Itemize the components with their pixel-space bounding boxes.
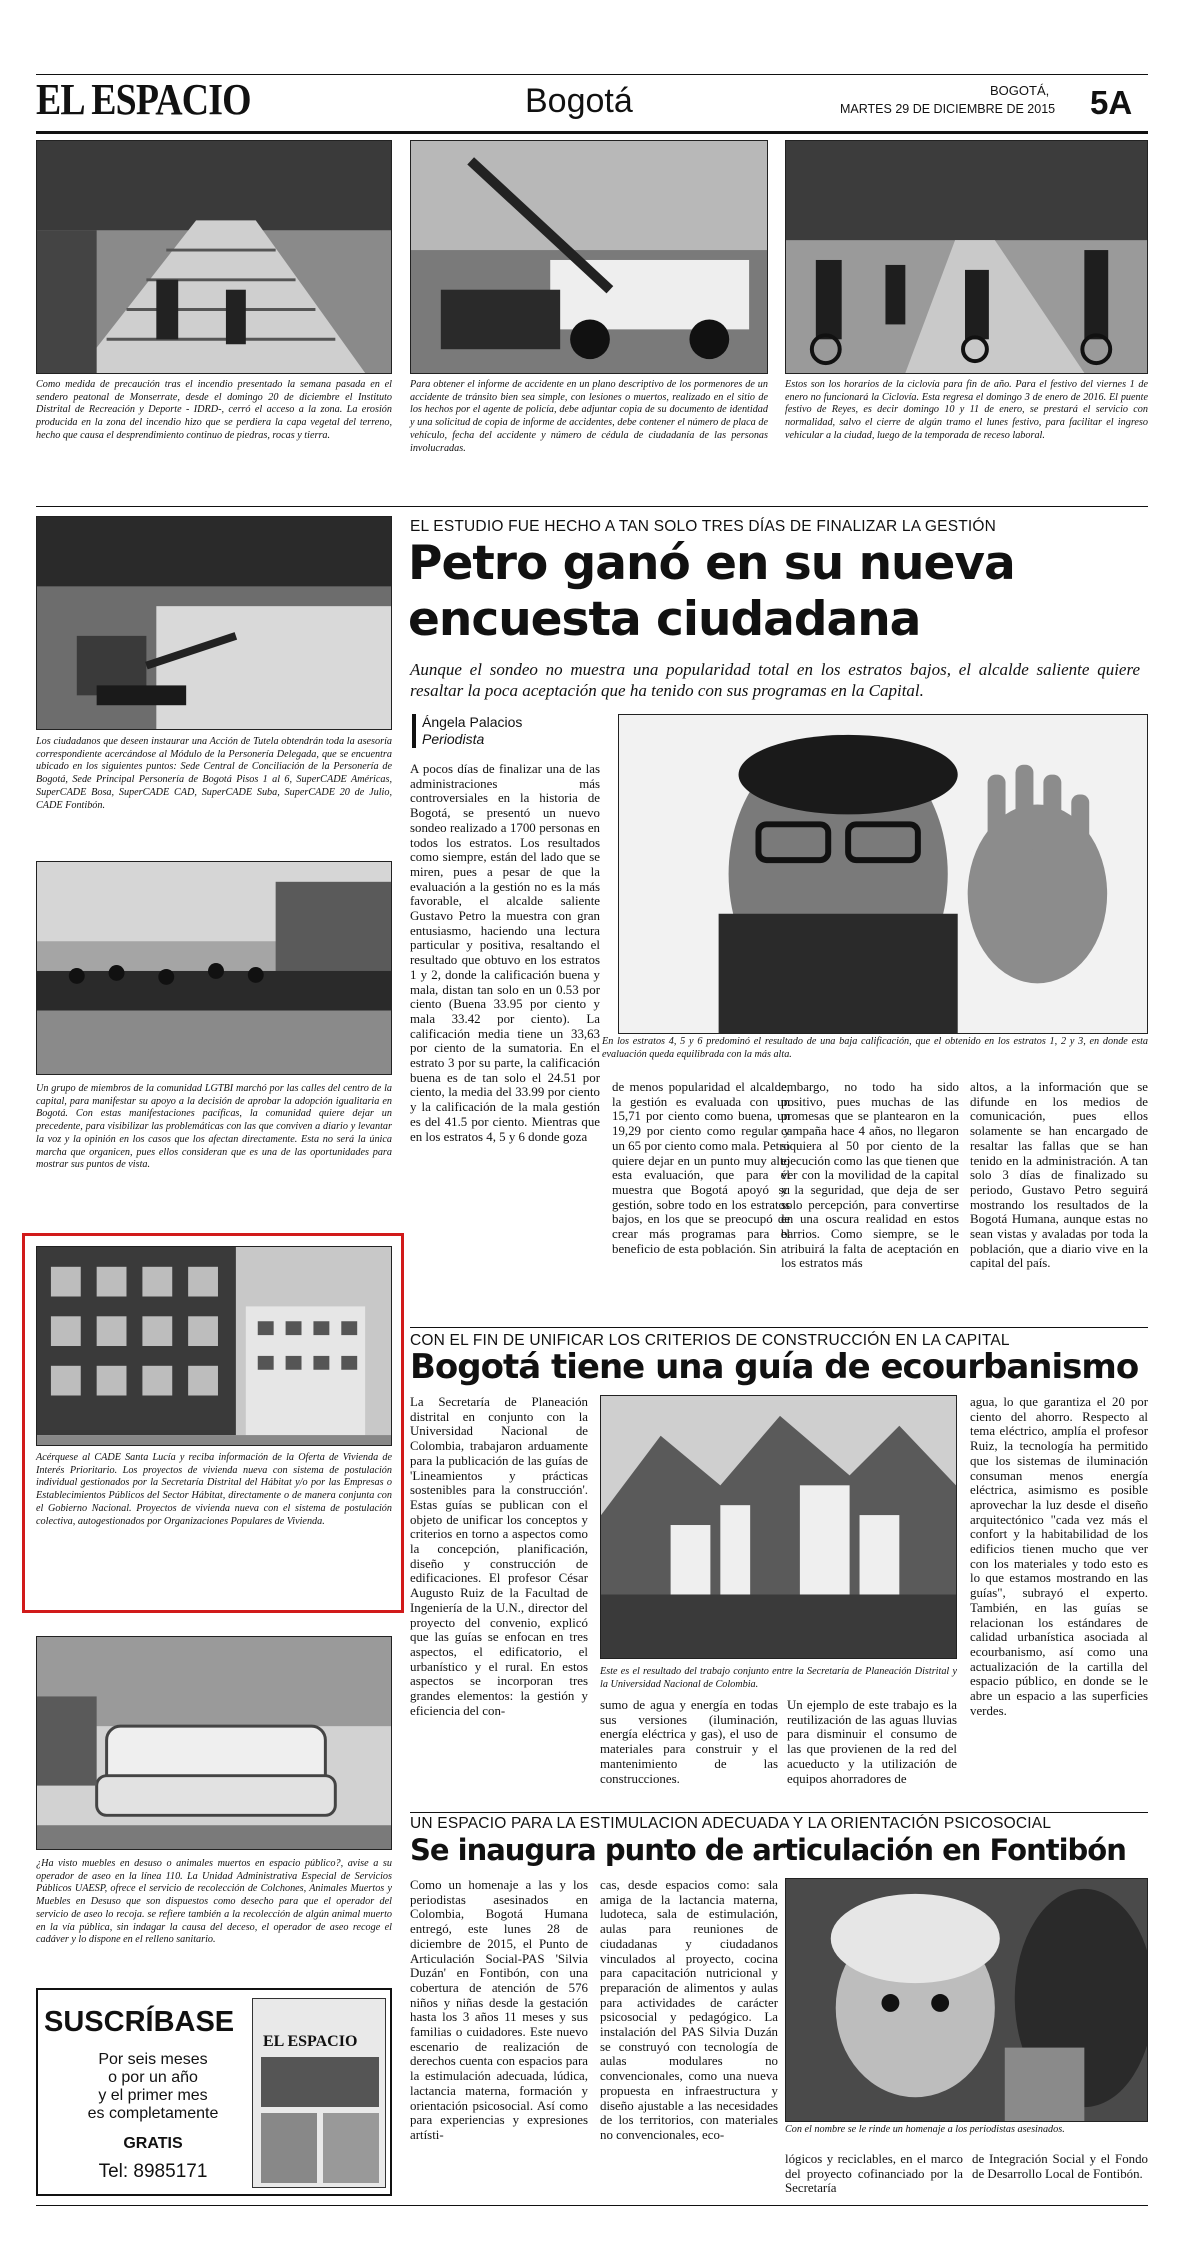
article1-byline [412, 714, 612, 748]
article3-col3: lógicos y reciclables, en el marco del proyecto cofinanciado por la Secretaría [785, 2152, 963, 2196]
article1-col2: de menos popularidad el alcalde, la gestión es evaluada con un 15,71 por ciento como buena, un 19,29 por ciento como regular y un 65 por ciento como mala. Petro quiere dejar en un punto muy alto esta evaluación, que para él muestra que Bogotá apoyó su gestión, sobre todo en los estratos bajos, en los que se preocupó de crear más programas para el beneficio de esta población. Sin [612, 1080, 790, 1256]
caption-vivienda: Acérquese al CADE Santa Lucía y reciba información de la Oferta de Vivienda de Interés Prioritario. Los proyectos de vivienda nueva con sistema de postulación individual gestionados por la Secretaría Distrital del Hábitat y/o por las Empresas o Establecimientos Públicos del Sector Hábitat, directamente o de manera conjunta con el Gobierno Nacional. Proyectos de vivienda nueva con el sistema de postulación colectiva, autogestionados por Organizaciones Populares de Vivienda. [36, 1452, 392, 1527]
article1-headline-line1: Petro ganó en su nueva [408, 536, 1015, 591]
photo-bogota-skyline [600, 1395, 957, 1659]
article3-kicker: UN ESPACIO PARA LA ESTIMULACION ADECUADA Y LA ORIENTACIÓN PSICOSOCIAL [410, 1815, 1052, 1832]
article3-col1: Como un homenaje a las y los periodistas asesinados en Colombia, Bogotá Humana entregó, este lunes 28 de diciembre de 2015, el Punto de Articulación Social-PAS 'Silvia Duzán' en Fontibón, con una cobertura de atención de 576 niños y niñas desde la gestación hasta los 3 años 11 meses y sus familias o cuidadores. Este nuevo escenario de realización de derechos cuenta con espacios para la estimulación adecuada, lúdica, lactancia materna, formación y orientación psicosocial. Así como para experiencias y expresiones artísti- [410, 1878, 588, 2142]
ad-mini-logo: EL ESPACIO [263, 2033, 358, 2050]
photo-monserrate-trail [36, 140, 392, 374]
ad-phone: Tel: 8985171 [98, 2161, 208, 2182]
caption-ciclovia: Estos son los horarios de la ciclovía para fin de año. Para el festivo del viernes 1 de enero no funcionará la Ciclovía. Esta regresa el domingo 3 de enero de 2016. El puente festivo de Reyes, es decir domingo 10 y 11 de enero, se prestará el servicio con normalidad, salvo el cierre de algún tramo el lunes festivo, para facilitar el ingreso vehicular a la ciudad, luego de la temporada de receso laboral. [785, 379, 1148, 441]
ad-newspaper-thumbnail [252, 1998, 386, 2188]
masthead-city: BOGOTÁ, [990, 83, 1050, 98]
ad-line-1: Por seis meses [98, 2051, 208, 2068]
article3-col2: cas, desde espacios como: sala amiga de la lactancia materna, ludoteca, sala de estimulación, aulas para reuniones de ciudadanas y ciudadanos vinculados al proyecto, cocina para capacitación nutricional y preparación de alimentos y aulas para actividades de carácter psicosocial y pedagógico. La instalación del PAS Silvia Duzán se construyó con tecnología de aulas modulares no convencionales, como una nueva propuesta en infraestructura y diseño ajustable a las necesidades de los territorios, con materiales no convencionales, eco- [600, 1878, 778, 2142]
article2-kicker: CON EL FIN DE UNIFICAR LOS CRITERIOS DE CONSTRUCCIÓN EN LA CAPITAL [410, 1332, 1010, 1349]
article2-col1: La Secretaría de Planeación distrital en conjunto con la Universidad Nacional de Colombia, trabajaron arduamente para la publicación de las guías de 'Lineamientos y prácticas sostenibles para la construcción'. Estas guías se publican con el objeto de unificar los conceptos y criterios en torno a aspectos como la concepción, planificación, diseño y construcción de edificaciones. El profesor César Augusto Ruiz de la Facultad de Ingeniería de la U.N., director del proyecto del convenio, explicó que las guías se enfocan en tres aspectos, el edificatorio, el urbanístico y el rural. En estos aspectos se incorporan tres grandes elementos: la gestión y eficiencia del con- [410, 1395, 588, 1718]
photo-discarded-sofa [36, 1636, 392, 1850]
author-role: Periodista [422, 731, 485, 747]
article2-col3: Un ejemplo de este trabajo es la reutilización de las aguas lluvias para disminuir el consumo de las que provienen de la red del acueducto y la utilización de equipos ahorradores de [787, 1698, 957, 1786]
caption-fontibon: Con el nombre se le rinde un homenaje a los periodistas asesinados. [785, 2124, 1065, 2135]
caption-accident-report: Para obtener el informe de accidente en un plano descriptivo de los pormenores de un accidente de tránsito bien sea simple, con lesiones o muertos, realizado en el sitio de los hechos por el agente de policía, debe adjuntar copia de su documento de identidad y una solicitud de copia de informe de accidentes, debe contener el número de placa de vehículo, fecha del accidente y número de cédula de ciudadanía de las personas involucradas. [410, 379, 768, 454]
article1-headline-line2: encuesta ciudadana [408, 592, 921, 647]
article1-col4: altos, a la información que se difunde en los medios de comunicación, pues ellos solamente se han encargado de resaltar las fallas que se han tenido en la administración. A tan solo 3 días de finalizado su periodo, Gustavo Petro seguirá mostrando los resultados de la Bogotá Humana, aunque estas no sean vistas y avaladas por toda la población, que a diario vive en la capital del país. [970, 1080, 1148, 1271]
photo-housing-buildings [36, 1246, 392, 1446]
photo-petro [618, 714, 1148, 1034]
ad-line-2: o por un año [108, 2069, 198, 2086]
caption-tutela: Los ciudadanos que deseen instaurar una Acción de Tutela obtendrán toda la asesoría correspondiente acercándose al Módulo de la Personería Delegada, que se encuentra ubicado en los siguientes puntos: Sede Central de Conciliación de la Personería de Bogotá, Sede Principal Personería de Bogotá Pisos 1 al 6, SuperCADE Américas, SuperCADE Bosa, SuperCADE CAD, SuperCADE Suba, SuperCADE 20 de Julio, CADE Fontibón. [36, 736, 392, 811]
masthead-logo: EL ESPACIO [36, 75, 251, 124]
masthead-date: MARTES 29 DE DICIEMBRE DE 2015 [840, 102, 1056, 116]
photo-lgtbi-march [36, 861, 392, 1075]
subscription-ad [36, 1988, 392, 2196]
author-name: Ángela Palacios [422, 714, 523, 730]
article3-headline: Se inaugura punto de articulación en Fontibón [410, 1833, 1126, 1867]
ad-title: SUSCRÍBASE [44, 2006, 235, 2038]
page-number: 5A [1090, 84, 1133, 121]
article2-headline: Bogotá tiene una guía de ecourbanismo [410, 1347, 1139, 1387]
article2-col2: sumo de agua y energía en todas sus versiones (iluminación, energía eléctrica y gas), el uso de materiales para construir y el mantenimiento de las construcciones. [600, 1698, 778, 1786]
photo-baby [785, 1878, 1148, 2122]
article3-col4: de Integración Social y el Fondo de Desarrollo Local de Fontibón. [972, 2152, 1148, 2181]
article2-col4: agua, lo que garantiza el 20 por ciento del ahorro. Respecto al tema eléctrico, amplía el profesor Ruiz, la tecnología ha permitido que los sistemas de iluminación consuman menos energía eléctrica, asimismo es posible aprovechar la luz desde el diseño arquitectónico "cada vez más el confort y la habitabilidad de los edificios tienen mucho que ver con los materiales y todo esto es lo que estamos mostrando en las guías", subrayó el experto. También, en las guías se relacionan los estándares de calidad urbanística asociada al ecourbanismo, así como una actualización de la cartilla del espacio público, en donde se le abre un espacio a las superficies verdes. [970, 1395, 1148, 1718]
caption-monserrate: Como medida de precaución tras el incendio presentado la semana pasada en el sendero peatonal de Monserrate, desde el domingo 20 de diciembre el Instituto Distrital de Recreación y Deporte - IDRD-, cerró el acceso a la zona. La erosión producida en la zona del incendio hizo que se perdiera la capa vegetal del terreno, hecho que causa el desprendimiento continuo de piedras, rocas y tierra. [36, 379, 392, 441]
article1-col3: embargo, no todo ha sido positivo, pues muchas de las promesas que se plantearon en la campaña hace 4 años, no llegaron siquiera al 50 por ciento de la ejecución como las que tienen que ver con la movilidad de la capital y la seguridad, que deja de ser solo percepción, para convertirse en una oscura realidad en estos barrios. Como siempre, se le atribuirá la falta de aceptación en los estratos más [781, 1080, 959, 1271]
ad-line-4: es completamente [87, 2105, 219, 2122]
article1-col1: A pocos días de finalizar una de las administraciones más controversiales en la historia de Bogotá, se presentó un nuevo sondeo realizado a 1700 personas en todos los estratos. Los resultados como siempre, están del lado que se miren, pues a pesar de que la evaluación a la gestión no es la más favorable, el alcalde saliente Gustavo Petro la muestra con gran entusiasmo, haciendo una lectura particular y positiva, resaltando el resultado que obtuvo en los estratos 1 y 2, donde la calificación buena y mala, distan tan solo en un 0.53 por ciento (Buena 33.95 por ciento y mala 33.42 por ciento). La calificación media tiene un 33,63 por ciento de la sumatoria. En el estrato 3 por su parte, la calificación buena es de tan solo el 24.51 por ciento, la media del 33.99 por ciento y la calificación de la mala gestión es del 41.5 por ciento. Mientras que en los estratos 4, 5 y 6 donde goza [410, 762, 600, 1144]
caption-petro: En los estratos 4, 5 y 6 predominó el resultado de una baja calificación, que el obtenido en los estratos 1, 2 y 3, en donde esta evaluación queda equilibrada con la más alta. [602, 1036, 1148, 1060]
article1-kicker: EL ESTUDIO FUE HECHO A TAN SOLO TRES DÍAS DE FINALIZAR LA GESTIÓN [410, 518, 997, 535]
caption-lgtbi: Un grupo de miembros de la comunidad LGTBI marchó por las calles del centro de la capital, para manifestar su apoyo a la decisión de aprobar la adopción igualitaria en Bogotá. Con estas manifestaciones pacíficas, la comunidad quiere dejar un precedente, para visibilizar las problemáticas con las que conviven a diario y levantar la voz y la opinión en los casos que los afectan directamente. Esta no será la única marcha que organicen, pues ellos consideran que es una de las oportunidades para mostrar sus puntos de vista. [36, 1083, 392, 1171]
article1-deck: Aunque el sondeo no muestra una popularidad total en los estratos bajos, el alcalde saliente quiere resaltar la poca aceptación que ha tenido con sus programas en la Capital. [410, 660, 1140, 700]
section-title: Bogotá [525, 82, 633, 120]
caption-ecourbanismo: Este es el resultado del trabajo conjunto entre la Secretaría de Planeación Distrital y la Universidad Nacional de Colombia. [600, 1666, 957, 1690]
caption-muebles: ¿Ha visto muebles en desuso o animales muertos en espacio público?, avise a su operador de aseo en la línea 110. La Unidad Administrativa Especial de Servicios Públicos UAESP, ofrece el servicio de recolección de Colchones, Animales Muertos y Muebles en Desuso que son dispuestos como desecho para que el operador del servicio de aseo lo recoja. se refiere también a la recolección de algún animal muerto en la vía pública, sin indagar la causa del deceso, el operador de aseo recoge el cadáver y lo dispone en el relleno sanitario. [36, 1858, 392, 1946]
photo-tow-truck [410, 140, 768, 374]
ad-free: GRATIS [123, 2135, 183, 2152]
ad-line-3: y el primer mes [98, 2087, 208, 2104]
photo-cyclists [785, 140, 1148, 374]
photo-gavel [36, 516, 392, 730]
